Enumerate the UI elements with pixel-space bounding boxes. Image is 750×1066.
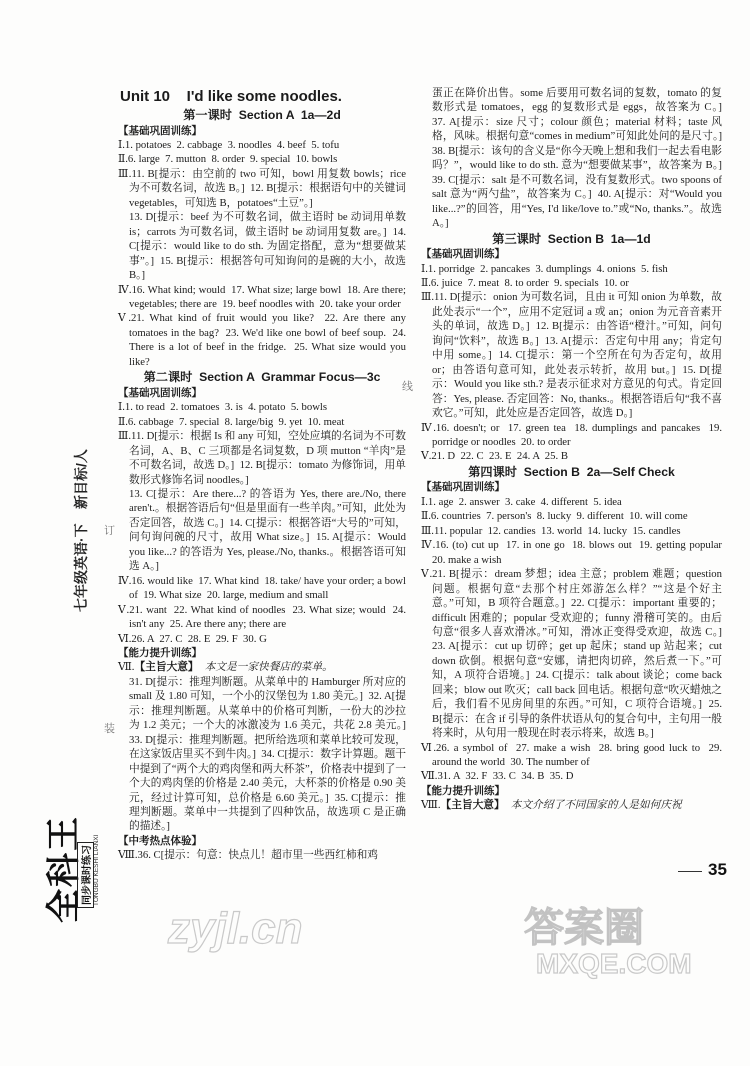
answer-paragraph: Ⅲ.11. D[提示：根据 Is 和 any 可知，空处应填的名词为不可数名词，A、B、C 三项都是名词复数，D 项 mutton “羊肉”是不可数名词，故选 D。] 12. B[提示：tomato 为修饰词，用单数形式修饰名词 noodles。] [118,430,406,486]
answer-paragraph: Ⅰ.1. porridge 2. pancakes 3. dumplings 4. onions 5. fish [421,262,668,275]
answer-paragraph: Ⅱ.6. large 7. mutton 8. order 9. special 10. bowls [118,153,338,166]
answer-paragraph: Ⅴ.21. What kind of fruit would you like? 22. Are there any tomatoes in the bag? 23. We'd like one bowl of beef soup. 24. There is a lot of beef in the fridge. 25. What size would you like? [118,312,409,368]
section-label: 【基础巩固训练】 [421,248,505,261]
watermark-domain: MXQE.COM [536,948,692,979]
section-label: 【能力提升训练】 [118,646,202,659]
answer-paragraph: Ⅵ.26. A 27. C 28. E 29. F 30. G [118,632,267,645]
binding-mark-zhuang: 装 [104,723,115,735]
answer-paragraph: 31. D[提示：推理判断题。从菜单中的 Hamburger 所对应的 small 及 1.80 可知，一个小的汉堡包为 1.80 美元。] 32. A[提示：推理判断题。从菜单中的价格可判断，一份大的沙拉为 1.2 美元；一个大的冰激凌为 1.6 美元，共花 2.8 美元。] 33. D[提示：推理判断题。把所给选项和菜单比较可发现，在这家饭店里买不到牛肉。] 34. C[提示：数字计算题。题干中提到了“两个大的鸡肉堡和两大杯茶”，价格表中提到了一个大的鸡肉堡的价格是 2.40 美元，大杯茶的价格是 0.90 美元，经过计算可知，总价格是 6.60 美元。] 35. C[提示：推理判断题。菜单中一共提到了四种饮品，故选项 C 是正确的描述。] [129,675,412,833]
lesson-heading: 第四课时 Section B 2a—Self Check [468,464,675,479]
answer-paragraph: Ⅴ.21. want 22. What kind of noodles 23. What size; would 24. isn't any 25. Are there any; there are [118,603,409,631]
answer-paragraph: Ⅰ.1. to read 2. tomatoes 3. is 4. potato 5. bowls [118,401,328,414]
watermark-site: zyjl.cn [168,904,303,953]
answer-paragraph: Ⅲ.11. popular 12. candies 13. world 14. lucky 15. candles [421,524,681,537]
summary-text: 本文是一家快餐店的菜单。 [204,661,333,674]
book-edition: 新目标/人 [73,449,89,510]
section-label: 【基础巩固训练】 [118,124,202,137]
section-label: 【基础巩固训练】 [421,481,505,494]
section-label: 【中考热点体验】 [118,834,202,847]
lesson-heading: 第三课时 Section B 1a—1d [492,231,651,246]
summary-paragraph [118,660,406,674]
binding-mark-xian: 线 [402,381,413,393]
summary-marker: Ⅶ. [118,661,135,674]
book-title-strip [71,438,91,612]
watermark-brand: 答案圈 [524,906,644,950]
publisher-logo: 全科王 [45,815,83,923]
answer-paragraph: Ⅱ.6. cabbage 7. special 8. large/big 9. yet 10. meat [118,415,345,428]
answer-paragraph: Ⅴ.21. B[提示：dream 梦想；idea 主意；problem 难题；question 问题。根据句意“去那个村庄郊游怎么样？”“这是个好主意。”可知，B 项符合题意。] 22. C[提示：important 重要的；difficult 困难的；popular 受欢迎的；funny 滑稽可笑的。由后句意“很多人喜欢滑冰。”可知，滑冰正变得受欢迎，故选 C。] 23. A[提示：cut up 切碎；get up 起床；stand up 站起来；cut down 砍倒。根据句意“安娜，请把肉切碎，然后煮一下。”可知，A 项符合语境。] 24. C[提示：talk about 谈论；come back 回来；blow out 吹灭；call back 回电话。根据句意“吹灭蜡烛之后，我们看不见房间里的东西。”可知，C 项符合语境。] 25. B[提示：在含 if 引导的条件状语从句的复合句中，主句用一般将来时，从句用一般现在时表示将来，故选 B。] [421,568,728,740]
answer-paragraph: Ⅷ.36. C[提示：句意：快点儿！超市里一些西红柿和鸡 [118,849,378,862]
page-number-rule [678,871,702,872]
answer-paragraph: Ⅵ.26. a symbol of 27. make a wish 28. bring good luck to 29. around the world 30. The number of [421,741,725,769]
answer-paragraph: Ⅰ.1. age 2. answer 3. cake 4. different 5. idea [421,495,622,508]
lesson-heading: 第一课时 Section A 1a—2d [183,108,341,122]
summary-label: 【主旨大意】 [134,661,199,674]
page-number: 35 [708,860,727,879]
answer-paragraph: Ⅳ.16. doesn't; or 17. green tea 18. dumplings and pancakes 19. porridge or noodles 20. to order [421,421,725,448]
answer-paragraph: 13. D[提示：beef 为不可数名词，做主语时 be 动词用单数 is；carrots 为可数名词，做主语时 be 动词用复数 are。] 14. C[提示：would like to do sth. 为固定搭配，意为“想要做某事”。] 15. B[提示：根据答句可知询问的是碗的大小，故选 B。] [129,211,409,282]
answer-paragraph: 13. C[提示：Are there...? 的答语为 Yes, there are./No, there aren't.。根据答语后句“但是里面有一些羊肉。”可知，此处为否定回答，故选 C。] 14. C[提示：根据答语“大号的”可知，问句询问碗的尺寸，故用 What size。] 15. A[提示：Would you like...? 的答语为 Yes, please./No, thanks.。根据答语可知选 A。] [129,487,409,573]
section-label: 【基础巩固训练】 [118,386,202,399]
answer-paragraph: Ⅱ.6. juice 7. meat 8. to order 9. specials 10. or [421,276,629,289]
summary-label: 【主旨大意】 [440,799,505,812]
answer-paragraph: Ⅲ.11. D[提示：onion 为可数名词，且由 it 可知 onion 为单数，故此处表示“一个”，应用不定冠词 a 或 an；onion 为元音音素开头的单词，故选 D。] 12. B[提示：由答语“橙汁。”可知，问句询问“饮料”，故选 B。] 13. A[提示：否定句中用 any；肯定句中用 some。] 14. C[提示：第一个空所在句为否定句，故用 or；由答语句意可知，此处表示转折，故用 but。] 15. D[提示：Would you like sth.? 是表示征求对方意见的句式。肯定回答：Yes, please. 否定回答：No, thanks.。根据答语后句“我不喜欢它。”可知，此处应是否定回答，故选 D。] [421,291,725,420]
left-answer-column [118,86,412,892]
logo-pinyin: TONGBU KESHI LIANXI [93,834,100,906]
summary-text: 本文介绍了不同国家的人是如何庆祝 [510,799,682,812]
answer-paragraph: Ⅰ.1. potatoes 2. cabbage 3. noodles 4. beef 5. tofu [118,139,340,151]
answer-paragraph: Ⅳ.16. (to) cut up 17. in one go 18. blows out 19. getting popular 20. make a wish [421,539,728,566]
answer-paragraph: Ⅱ.6. countries 7. person's 8. lucky 9. different 10. will come [421,510,688,523]
answer-paragraph: Ⅳ.16. would like 17. What kind 18. take/ have your order; a bowl of 19. What size 20. large, medium and small [118,574,409,602]
answer-paragraph: 蛋正在降价出售。some 后要用可数名词的复数，tomato 的复数形式是 tomatoes，egg 的复数形式是 eggs，故答案为 C。] 37. A[提示：size 尺寸；colour 颜色；material 材料；taste 风格，风味。根据句意“comes in medium”可知此处问的是尺寸。] 38. B[提示：该句的含义是“你今天晚上想和我们一起去看电影吗？”，would like to do sth. 意为“想要做某事”，故答案为 B。] 39. C[提示：salt 是不可数名词，没有复数形式。two spoons of salt 意为“两勺盐”，故答案为 C。] 40. A[提示：对“Would you like...?”的回答，用“Yes, I'd like/love to.”或“No, thanks.”。故选 A。] [432,87,728,230]
binding-mark-ding: 订 [104,525,115,537]
unit-title: Unit 10 I'd like some noodles. [120,88,342,105]
summary-marker: Ⅷ. [421,799,441,812]
answer-paragraph: Ⅴ.21. D 22. C 23. E 24. A 25. B [421,450,568,463]
summary-paragraph [421,798,722,812]
right-answer-column [421,86,728,898]
answer-paragraph: Ⅳ.16. What kind; would 17. What size; large bowl 18. Are there; vegetables; there are 19. beef noodles with 20. take your order [118,283,409,310]
lesson-heading: 第二课时 Section A Grammar Focus—3c [143,370,381,385]
section-label: 【能力提升训练】 [421,784,505,797]
logo-series-name: 同步课时练习 [77,842,94,908]
answer-paragraph: Ⅲ.11. B[提示：由空前的 two 可知，bowl 用复数 bowls；rice 为不可数名词，故选 B。] 12. B[提示：根据语句中的关键词 vegetables，可知选 B，potatoes“土豆”。] [118,167,409,209]
answer-paragraph: Ⅶ.31. A 32. F 33. C 34. B 35. D [421,770,574,783]
book-title: 七年级英语·下 [73,523,89,612]
